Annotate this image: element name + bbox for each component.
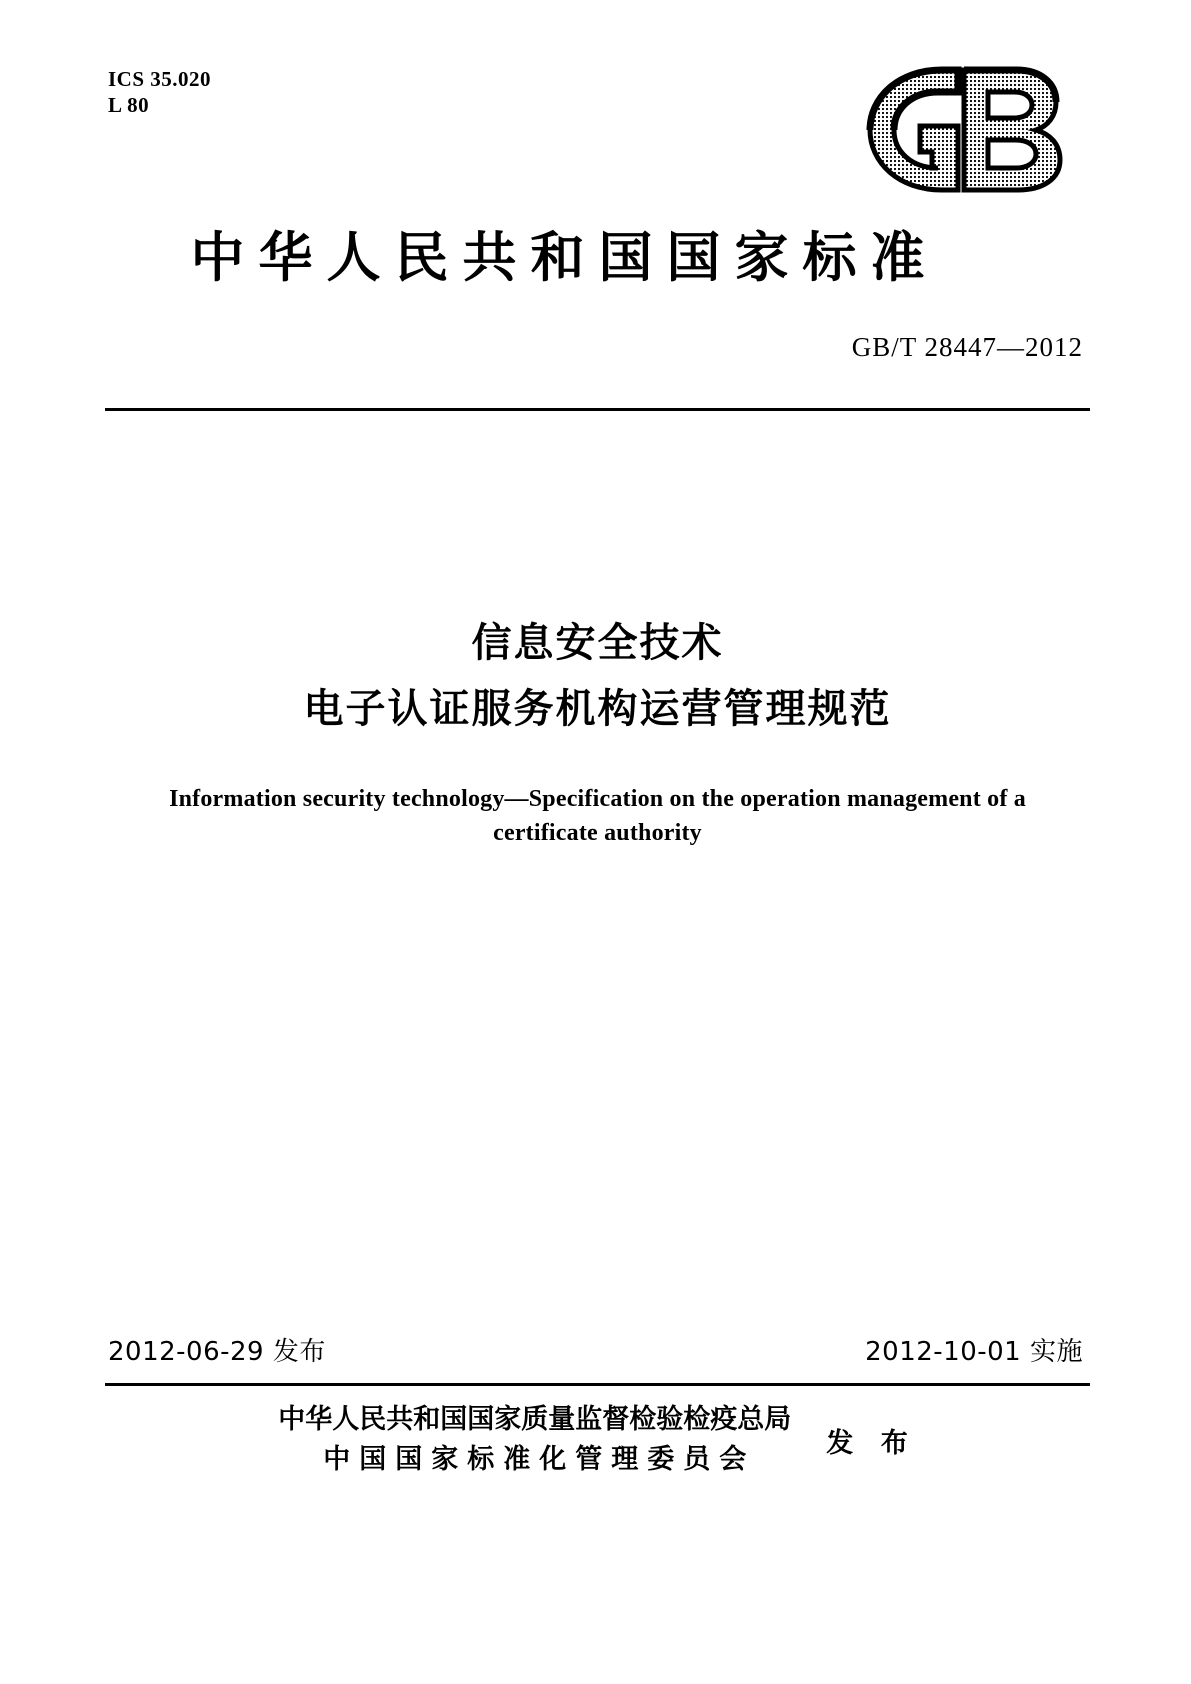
issuer-line-2: 中国国家标准化管理委员会 xyxy=(323,1444,756,1475)
gb-emblem-icon xyxy=(846,60,1086,200)
divider-bottom xyxy=(105,1383,1090,1386)
document-title-chinese xyxy=(105,610,1090,742)
document-title-chinese-line1: 信息安全技术 xyxy=(471,620,724,666)
document-title-chinese-line2: 电子认证服务机构运营管理规范 xyxy=(303,686,892,732)
ics-classification-block xyxy=(108,66,211,118)
effective-date: 2012-10-01 实施 xyxy=(865,1337,1083,1367)
document-title-english-line2: certificate authority xyxy=(493,820,702,846)
issuer-line-1: 中华人民共和国国家质量监督检验检疫总局 xyxy=(278,1404,792,1435)
issuer-block xyxy=(105,1400,1090,1480)
issuer-action-label: 发 布 xyxy=(826,1427,917,1459)
ics-code: ICS 35.020 xyxy=(108,67,212,91)
issuer-names xyxy=(278,1400,791,1480)
divider-top xyxy=(105,408,1090,411)
classification-code: L 80 xyxy=(108,93,150,117)
issue-date: 2012-06-29 发布 xyxy=(108,1337,326,1367)
standard-number: GB/T 28447—2012 xyxy=(851,332,1083,362)
document-title-english xyxy=(105,782,1090,850)
document-title-english-line1: Information security technology—Specification on the operation management of a xyxy=(169,786,1026,812)
page-title: 中华人民共和国国家标准 xyxy=(190,226,939,289)
